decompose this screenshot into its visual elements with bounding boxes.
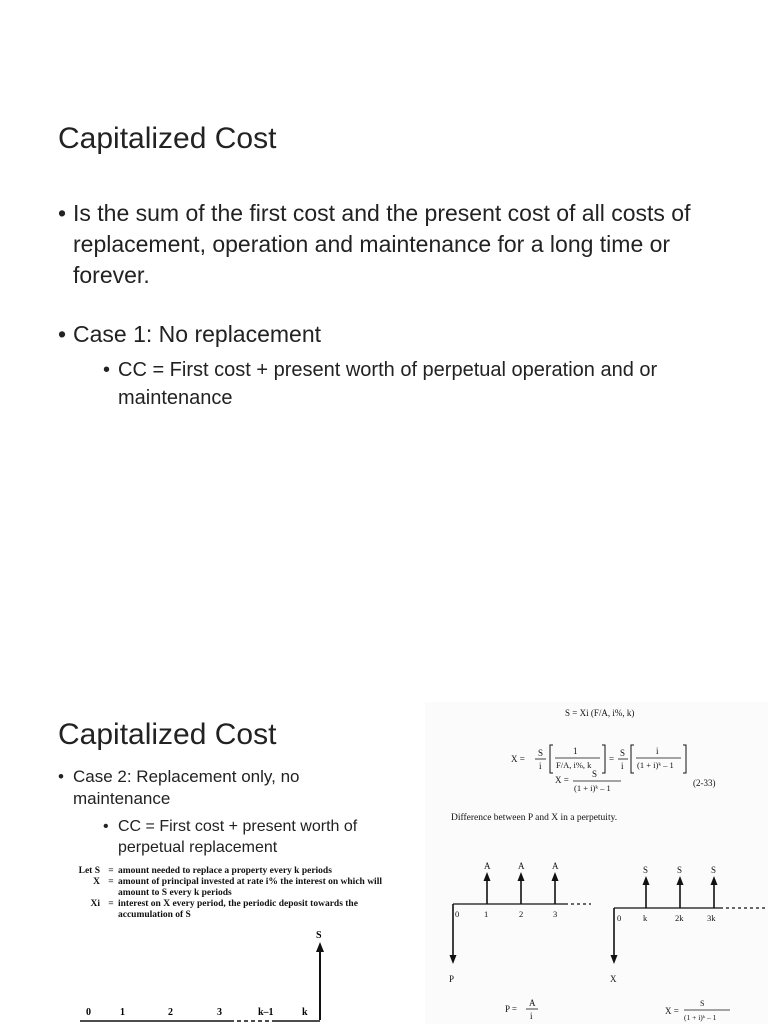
tick-label: 1 xyxy=(484,909,489,919)
fraction-numerator: A xyxy=(529,998,536,1008)
arrow-label-a: A xyxy=(484,861,491,871)
up-arrow-head xyxy=(552,872,559,881)
up-arrow-head xyxy=(316,942,324,952)
tick-label: 0 xyxy=(455,909,460,919)
fraction-denominator: i xyxy=(530,1011,533,1021)
down-arrow-head xyxy=(611,955,618,964)
scanned-formula-panel xyxy=(425,702,768,1024)
sub-bullet-cc-formula: • CC = First cost + present worth of perpetual replacement xyxy=(103,816,378,858)
fraction-denominator: (1 + i)ᵏ – 1 xyxy=(637,760,674,770)
arrow-label-a: A xyxy=(552,861,559,871)
formula-lhs: X = xyxy=(665,1006,679,1016)
arrow-label-s: S xyxy=(677,865,683,875)
equation-number: (2-33) xyxy=(693,778,716,788)
equals-sign: = xyxy=(108,866,114,876)
formula-x-prefix: X = xyxy=(555,775,569,785)
figure-caption: Difference between P and X in a perpetuity. xyxy=(451,813,618,823)
definition-text: amount needed to replace a property every k periods xyxy=(118,866,332,876)
fraction-numerator: i xyxy=(656,746,659,756)
definition-text: amount of principal invested at rate i% the interest on which will amount to S every k periods xyxy=(118,877,382,898)
cash-flow-diagram-left xyxy=(0,690,390,1024)
fraction-numerator: S xyxy=(592,769,598,779)
equals-sign: = xyxy=(108,877,114,887)
slide-title: Capitalized Cost xyxy=(58,122,277,155)
tick-label: 3 xyxy=(553,909,558,919)
fraction-denominator: F/A, i%, k xyxy=(556,760,592,770)
left-bracket xyxy=(550,745,553,773)
tick-label: k–1 xyxy=(258,1007,274,1018)
formula-lhs: P = xyxy=(505,1004,517,1014)
formula-x-prefix: X = xyxy=(511,754,525,764)
tick-label: k xyxy=(643,913,648,923)
fraction-denominator: (1 + i)ᵏ – 1 xyxy=(684,1013,717,1022)
arrow-label-s: S xyxy=(643,865,649,875)
formula-s-equation: S = Xi (F/A, i%, k) xyxy=(565,708,635,718)
arrow-label-a: A xyxy=(518,861,525,871)
fraction-numerator: S xyxy=(538,748,544,758)
down-arrow-label: X xyxy=(610,974,617,984)
down-arrow-head xyxy=(450,955,457,964)
up-arrow-head xyxy=(484,872,491,881)
bullet-list xyxy=(58,198,728,440)
bullet-case-1-text: Case 1: No replacement xyxy=(73,321,322,347)
equals-sign: = xyxy=(108,899,114,909)
definition-symbol: Let S xyxy=(78,866,100,876)
bullet-case-2-text: Case 2: Replacement only, no maintenance xyxy=(73,767,300,808)
fraction-numerator: 1 xyxy=(573,746,578,756)
definition-symbol: X xyxy=(93,877,100,887)
down-arrow-label: P xyxy=(449,974,455,984)
tick-label: 0 xyxy=(617,913,622,923)
up-arrow-head xyxy=(643,876,650,885)
fraction-denominator: i xyxy=(621,761,624,771)
up-arrow-head xyxy=(711,876,718,885)
formula-figure xyxy=(425,702,768,1024)
bullet-case-1 xyxy=(58,319,728,412)
definition-text: interest on X every period, the periodic deposit towards the accumulation of S xyxy=(118,899,358,920)
tick-label: 1 xyxy=(120,1007,125,1018)
arrow-label-s: S xyxy=(711,865,717,875)
bullet-definition: • Is the sum of the first cost and the present cost of all costs of replacement, operation and maintenance for a long time or forever. xyxy=(58,198,728,291)
right-bracket xyxy=(683,745,686,773)
fraction-denominator: (1 + i)ᵏ – 1 xyxy=(574,783,611,793)
tick-label: 3k xyxy=(707,913,716,923)
fraction-numerator: S xyxy=(620,748,626,758)
perpetuity-diagram-b xyxy=(610,865,768,1022)
fraction-denominator: i xyxy=(539,761,542,771)
tick-label: 2k xyxy=(675,913,684,923)
fraction-numerator: S xyxy=(700,999,705,1008)
up-arrow-head xyxy=(677,876,684,885)
right-bracket xyxy=(602,745,605,773)
perpetuity-diagram-a xyxy=(449,861,591,1021)
arrow-label-s: S xyxy=(316,930,322,941)
slide-2 xyxy=(0,690,768,1024)
tick-label: 0 xyxy=(86,1007,91,1018)
definition-symbol: Xi xyxy=(90,899,100,909)
tick-label: 2 xyxy=(519,909,524,919)
equals-sign: = xyxy=(609,754,615,764)
tick-label: 2 xyxy=(168,1007,173,1018)
up-arrow-head xyxy=(518,872,525,881)
sub-bullet-cc-formula: • CC = First cost + present worth of perpetual operation and or maintenance xyxy=(103,356,728,412)
left-bracket xyxy=(631,745,634,773)
slide-title: Capitalized Cost xyxy=(58,718,277,751)
sub-bullet-list xyxy=(103,356,728,412)
tick-label: 3 xyxy=(217,1007,222,1018)
tick-label: k xyxy=(302,1007,308,1018)
